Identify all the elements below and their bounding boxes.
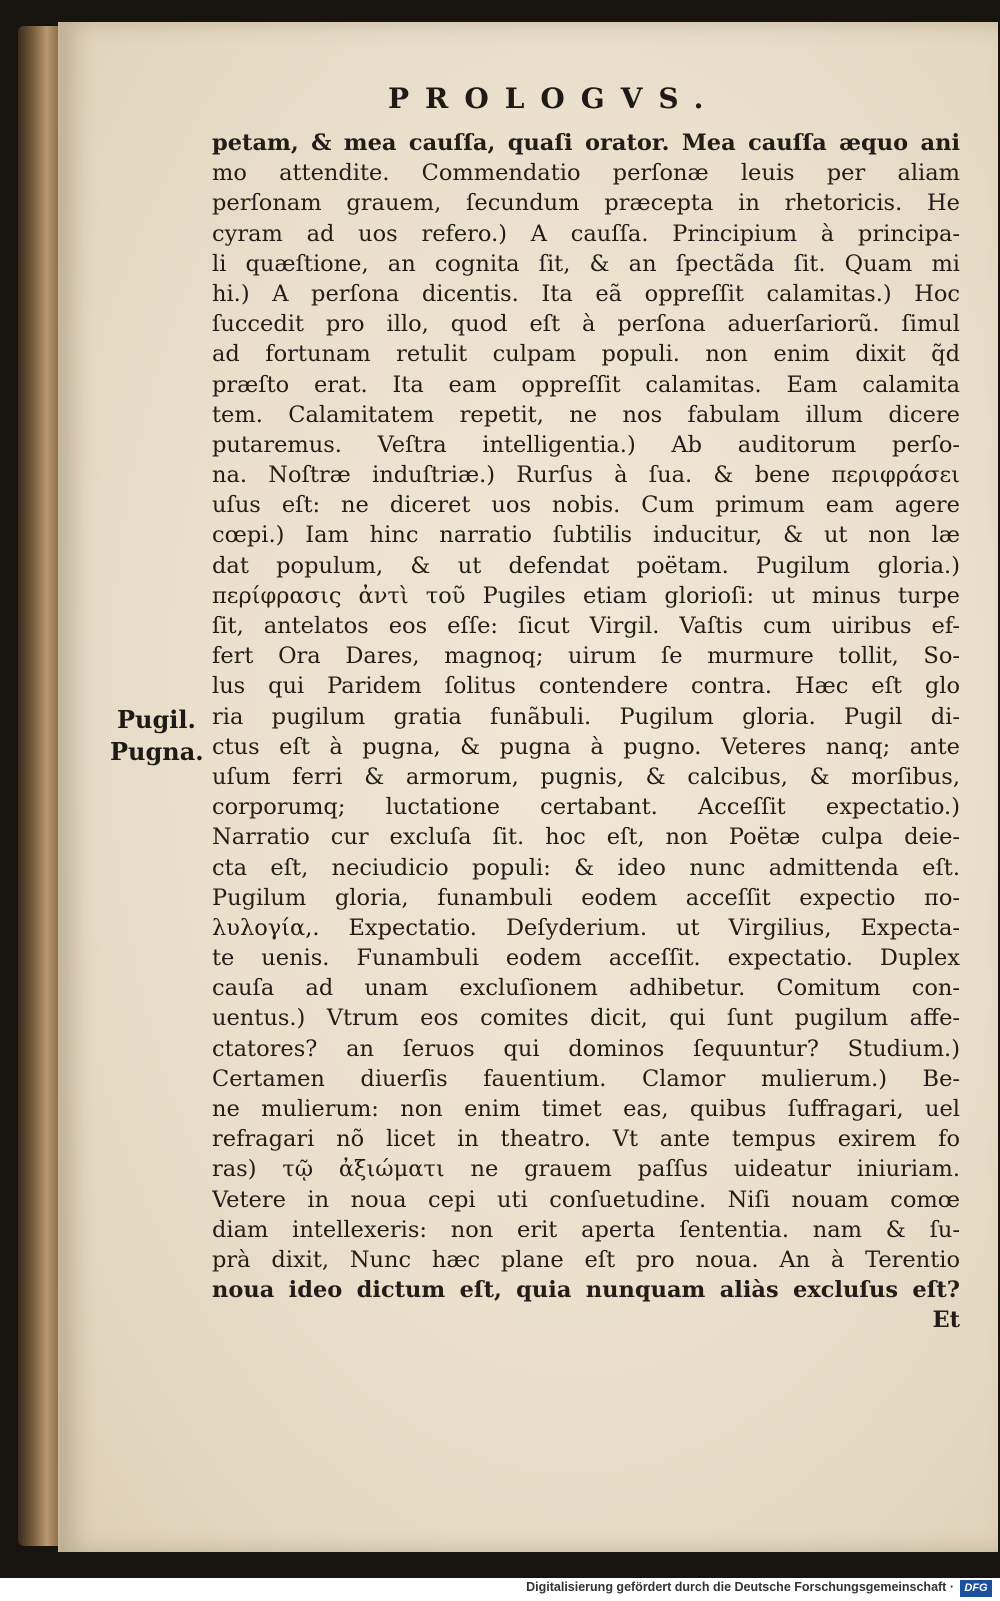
body-text [212,128,960,1336]
text-line: Narratio cur excluſa ſit. hoc eſt, non Poëtæ culpa deie- [212,824,960,851]
running-head: PROLOGVS. [388,82,720,115]
text-line: præſto erat. Ita eam oppreſſit calamitas. Eam calamita [212,371,960,398]
text-line: corporumq; luctatione certabant. Acceſſit expectatio.) [212,794,960,821]
text-line: Certamen diuerſis fauentium. Clamor mulierum.) Be- [212,1065,960,1092]
text-line: diam intellexeris: non erit aperta ſententia. nam & ſu- [212,1216,960,1243]
text-line: Pugilum gloria, funambuli eodem acceſſit expectio πο- [212,884,960,911]
catchword: Et [932,1307,960,1334]
text-line: ne mulierum: non enim timet eas, quibus ſuffragari, uel [212,1096,960,1122]
text-line: prà dixit, Nunc hæc plane eſt pro noua. An à Terentio [212,1246,960,1273]
text-line: ſit, antelatos eos eſſe: ſicut Virgil. Vaſtis cum uiribus ef- [212,613,960,639]
text-line: ctus eſt à pugna, & pugna à pugno. Veteres nanq; ante [212,733,960,760]
text-line: li quæſtione, an cognita ſit, & an ſpectãda ſit. Quam mi [212,250,960,277]
text-line: noua ideo dictum eſt, quia nunquam aliàs excluſus eſt? [212,1277,960,1304]
text-line: te uenis. Funambuli eodem acceſſit. expectatio. Duplex [212,945,960,972]
marginal-note-pugil: Pugil. [117,705,196,734]
text-line: hi.) A perſona dicentis. Ita eã oppreſſit calamitas.) Hoc [212,280,960,307]
text-line: ras) τῷ ἀξιώματι ne grauem paſſus uideatur iniuriam. [212,1156,960,1183]
text-line: ria pugilum gratia funãbuli. Pugilum gloria. Pugil di- [212,703,960,730]
footer-bar [0,1578,1000,1601]
text-line: ad fortunam retulit culpam populi. non enim dixit q̃d [212,341,960,368]
text-line: uſus eſt: ne diceret uos nobis. Cum primum eam agere [212,492,960,519]
text-line: petam, & mea cauſſa, quaſi orator. Mea cauſſa æquo ani [212,130,960,156]
text-line: cta eſt, neciudicio populi: & ideo nunc admittenda eſt. [212,854,960,881]
text-line: περίφρασις ἀντὶ τοῦ Pugiles etiam glorioſi: ut minus turpe [212,582,960,609]
text-line: uſum ferri & armorum, pugnis, & calcibus, & morſibus, [212,763,960,790]
marginal-note-pugna: Pugna. [110,737,204,766]
text-line: refragari nõ licet in theatro. Vt ante tempus exirem fo [212,1126,960,1153]
text-line: ctatores? an ſeruos qui dominos ſequuntur? Studium.) [212,1035,960,1062]
text-line: putaremus. Veſtra intelligentia.) Ab auditorum perſo- [212,431,960,458]
text-line: na. Noſtræ induſtriæ.) Rurſus à ſua. & bene περιφράσει [212,462,960,489]
text-line: uentus.) Vtrum eos comites dicit, qui ſunt pugilum affe- [212,1005,960,1032]
text-line: mo attendite. Commendatio perſonæ leuis per aliam [212,160,960,187]
text-line: Vetere in noua cepi uti conſuetudine. Niſi nouam comœ [212,1186,960,1213]
text-line: tem. Calamitatem repetit, ne nos fabulam illum dicere [212,401,960,428]
text-line: fert Ora Dares, magnoq; uirum ſe murmure tollit, So- [212,643,960,670]
text-line: ſuccedit pro illo, quod eſt à perſona aduerſariorũ. ſimul [212,311,960,338]
text-line: cauſa ad unam excluſionem adhibetur. Comitum con- [212,975,960,1002]
text-line: dat populum, & ut defendat poëtam. Pugilum gloria.) [212,552,960,579]
dfg-logo: DFG [960,1580,992,1597]
text-line: cœpi.) Iam hinc narratio ſubtilis inducitur, & ut non læ [212,522,960,549]
text-line: λυλογία,. Expectatio. Deſyderium. ut Virgilius, Expecta- [212,914,960,941]
text-line: lus qui Paridem ſolitus contendere contra. Hæc eſt glo [212,673,960,700]
funding-credit: Digitalisierung gefördert durch die Deutsche Forschungsgemeinschaft · [526,1580,954,1594]
text-line: perſonam grauem, ſecundum præcepta in rhetoricis. He [212,190,960,217]
text-line: cyram ad uos refero.) A cauſſa. Principium à principa- [212,220,960,247]
